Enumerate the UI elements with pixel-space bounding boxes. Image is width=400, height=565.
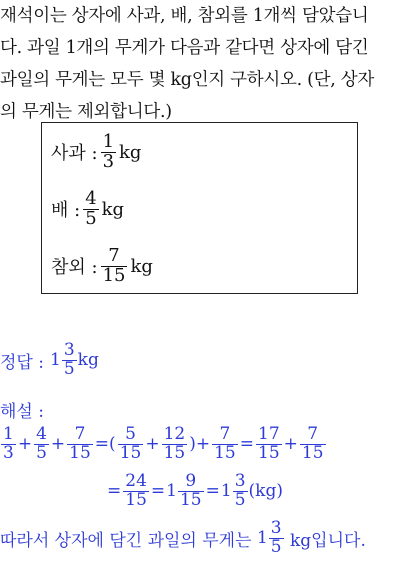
numerator: 5 xyxy=(125,424,136,444)
solution-label: 해설 : xyxy=(0,402,44,422)
numerator: 17 xyxy=(258,424,280,444)
whole-number: 1 xyxy=(256,528,268,549)
fraction xyxy=(118,426,144,463)
fraction xyxy=(34,426,49,463)
denominator: 15 xyxy=(163,442,186,463)
fraction xyxy=(162,426,188,463)
numerator: 7 xyxy=(307,424,319,444)
fraction xyxy=(123,473,149,510)
denominator: 5 xyxy=(270,536,282,557)
denominator: 15 xyxy=(125,489,147,510)
fraction xyxy=(256,426,282,463)
fruit-label: 참외 : xyxy=(51,257,98,279)
denominator: 15 xyxy=(179,489,202,510)
numerator: 7 xyxy=(108,245,120,266)
conclusion-suffix: kg입니다. xyxy=(284,530,366,551)
numerator: 3 xyxy=(270,518,282,538)
fraction xyxy=(212,426,238,463)
numerator: 3 xyxy=(234,471,246,491)
numerator: 4 xyxy=(85,188,97,209)
denominator: 15 xyxy=(258,442,280,463)
denominator: 3 xyxy=(3,442,14,463)
conclusion-prefix: 따라서 상자에 담긴 과일의 무게는 xyxy=(0,530,257,551)
problem-text xyxy=(0,0,400,128)
problem-line: 과일의 무게는 모두 몇 kg인지 구하시오. (단, 상자 xyxy=(0,70,374,90)
operator: )+ xyxy=(189,434,211,455)
fraction xyxy=(67,426,93,463)
operator: = xyxy=(150,481,166,502)
unit: kg xyxy=(101,198,125,220)
operator: =( xyxy=(94,434,116,455)
denominator: 5 xyxy=(85,207,97,229)
unit: kg xyxy=(130,255,153,277)
problem-line: 다. 과일 1개의 무게가 다음과 같다면 상자에 담긴 xyxy=(0,38,369,58)
solution-conclusion xyxy=(0,520,366,557)
numerator: 9 xyxy=(185,471,197,491)
fruit-label: 배 : xyxy=(51,200,81,222)
numerator: 24 xyxy=(125,471,147,491)
numerator: 7 xyxy=(219,424,231,444)
answer-line xyxy=(0,342,99,379)
fraction xyxy=(269,520,284,557)
answer-fraction xyxy=(62,342,77,379)
fraction xyxy=(178,473,204,510)
fruit-label: 사과 : xyxy=(51,143,98,165)
denominator: 15 xyxy=(301,442,324,463)
answer-unit: kg xyxy=(77,350,99,371)
fruit-row-apple xyxy=(51,133,141,172)
fraction xyxy=(300,426,326,463)
numerator: 1 xyxy=(102,131,115,152)
answer-whole: 1 xyxy=(49,350,61,371)
fruit-row-pear xyxy=(51,190,124,229)
denominator: 15 xyxy=(69,442,91,463)
operator: + xyxy=(17,434,33,455)
fraction xyxy=(233,473,248,510)
denominator: 3 xyxy=(102,150,115,172)
fraction xyxy=(1,426,16,463)
problem-line: 의 무게는 제외합니다.) xyxy=(0,102,172,122)
operator: + xyxy=(283,434,298,455)
fraction xyxy=(101,247,128,286)
operator: = xyxy=(205,481,220,502)
whole-number: 1 xyxy=(220,481,232,502)
fraction xyxy=(83,190,98,229)
denominator: 5 xyxy=(234,489,246,510)
denominator: 15 xyxy=(102,264,126,286)
fraction xyxy=(101,133,116,172)
numerator: 4 xyxy=(36,424,47,444)
numerator: 12 xyxy=(163,424,186,444)
whole-number: 1 xyxy=(166,481,177,502)
answer-label: 정답 : xyxy=(0,352,44,373)
denominator: 5 xyxy=(36,442,47,463)
denominator: 15 xyxy=(119,442,142,463)
solution-equation-1 xyxy=(0,426,327,463)
operator: + xyxy=(50,434,66,455)
numerator: 3 xyxy=(63,340,75,360)
unit: (kg) xyxy=(248,481,283,502)
denominator: 15 xyxy=(214,442,236,463)
denominator: 5 xyxy=(63,358,75,379)
problem-line: 재석이는 상자에 사과, 배, 참외를 1개씩 담았습니 xyxy=(0,6,369,26)
fruit-row-melon xyxy=(51,247,153,286)
numerator: 7 xyxy=(74,424,86,444)
unit: kg xyxy=(119,141,142,163)
fruit-weight-box xyxy=(41,122,358,294)
operator: = xyxy=(239,434,254,455)
numerator: 1 xyxy=(3,424,14,444)
operator: = xyxy=(107,481,122,502)
operator: + xyxy=(145,434,160,455)
solution-equation-2 xyxy=(106,473,283,510)
